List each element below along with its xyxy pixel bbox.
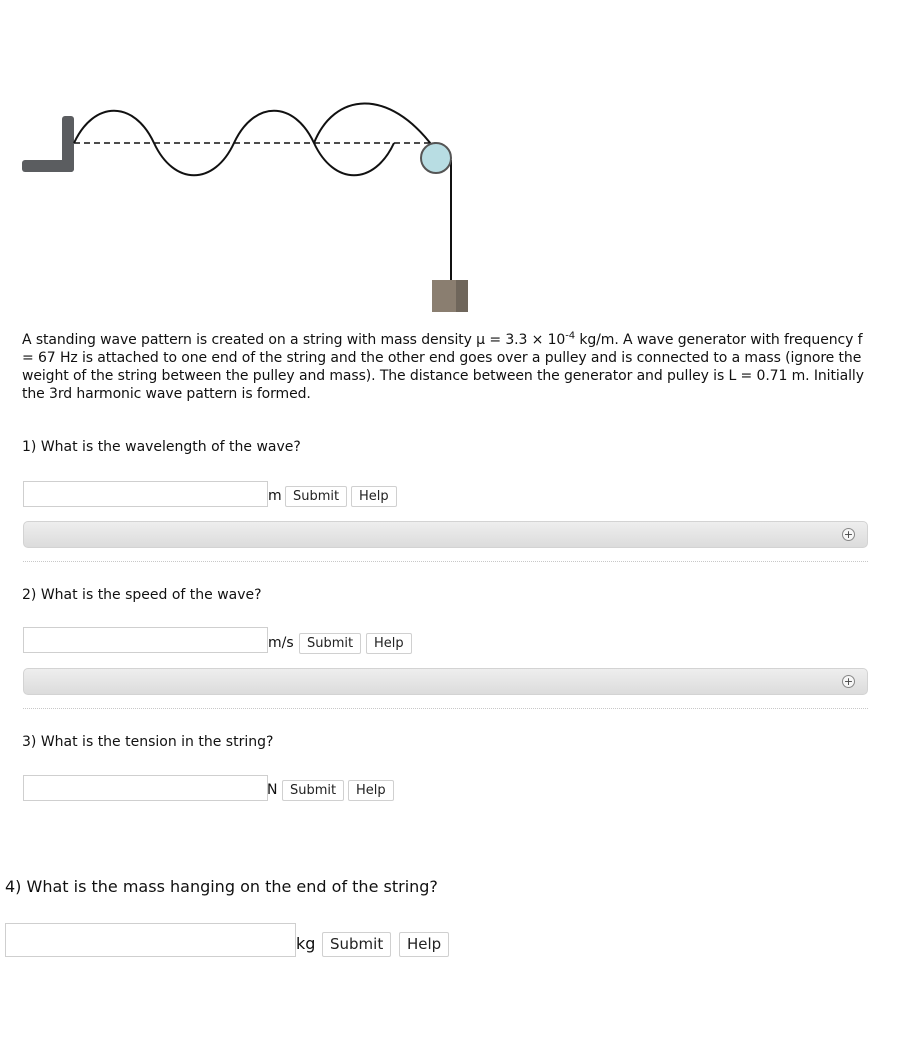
question-4-answer-input[interactable] — [5, 923, 296, 957]
question-1-submit-button[interactable]: Submit — [285, 486, 347, 507]
question-3-help-button[interactable]: Help — [348, 780, 394, 801]
question-separator — [23, 708, 868, 709]
question-4-submit-button[interactable]: Submit — [322, 932, 391, 957]
problem-statement — [22, 331, 868, 403]
question-3-label: 3) What is the tension in the string? — [22, 734, 274, 750]
question-2-feedback-bar[interactable] — [23, 668, 868, 695]
question-2-unit: m/s — [268, 635, 294, 651]
question-1-answer-input[interactable] — [23, 481, 268, 507]
question-separator — [23, 561, 868, 562]
question-4-unit: kg — [296, 934, 316, 953]
question-2-answer-input[interactable] — [23, 627, 268, 653]
problem-exponent: -4 — [565, 330, 576, 342]
wave-generator-bracket-horizontal — [22, 160, 74, 172]
question-4-label: 4) What is the mass hanging on the end of the string? — [5, 877, 438, 896]
plus-circle-icon[interactable]: + — [843, 528, 854, 541]
question-1-label: 1) What is the wavelength of the wave? — [22, 439, 301, 455]
question-1-feedback-bar[interactable] — [23, 521, 868, 548]
string-to-pulley — [314, 103, 434, 148]
plus-circle-icon[interactable]: + — [843, 675, 854, 688]
question-2-label: 2) What is the speed of the wave? — [22, 587, 262, 603]
pulley — [421, 143, 451, 173]
problem-text-part1: A standing wave pattern is created on a string with mass density μ = 3.3 × 10 — [22, 332, 566, 348]
question-3-answer-input[interactable] — [23, 775, 268, 801]
question-3-unit: N — [267, 782, 278, 798]
question-3-submit-button[interactable]: Submit — [282, 780, 344, 801]
block-shade — [456, 280, 468, 312]
question-4-help-button[interactable]: Help — [399, 932, 449, 957]
question-2-help-button[interactable]: Help — [366, 633, 412, 654]
question-2-submit-button[interactable]: Submit — [299, 633, 361, 654]
question-1-help-button[interactable]: Help — [351, 486, 397, 507]
problem-text-part2: kg/m. A wave generator with frequency f = 67 Hz is attached to one end of the string and the other end goes over a pulley and is connected to a mass (ignore the weight of the string between the pulley and mass). The distance between the generator and pulley is L = 0.71 m. Initially the 3rd harmonic wave pattern is formed. — [22, 332, 864, 402]
standing-wave-figure — [18, 88, 488, 320]
question-1-unit: m — [268, 488, 282, 504]
